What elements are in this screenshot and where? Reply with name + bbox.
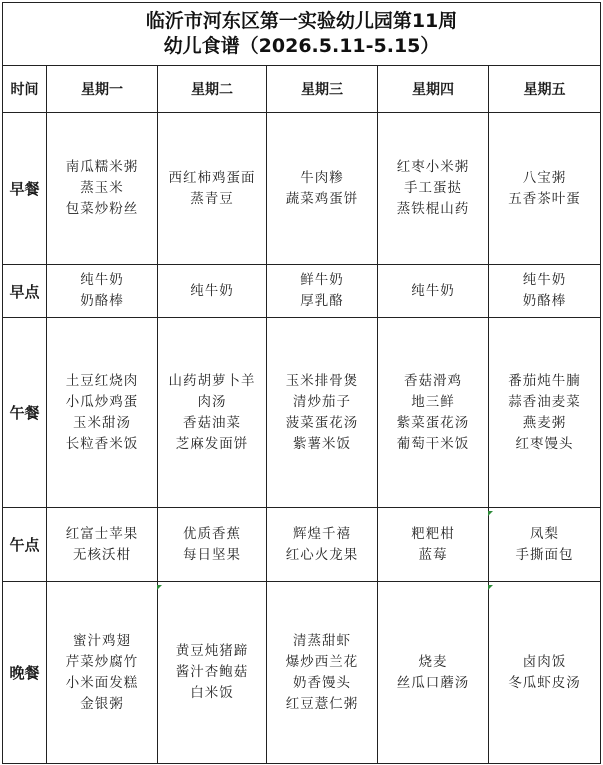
meal-row-morning-snack [3,265,601,318]
dish: 红心火龙果 [285,546,359,563]
header-row [3,66,601,113]
menu-table [2,2,601,764]
dish: 山药胡萝卜羊 [168,372,256,389]
menu-cell [378,318,489,508]
dish: 酱汁杏鲍菇 [175,664,249,680]
menu-cell [489,113,601,265]
meal-row-lunch [3,318,601,508]
dish: 燕麦粥 [522,414,567,431]
day-header-tue: 星期二 [158,66,267,113]
meal-label-morning-snack: 早点 [3,265,47,318]
dish: 手工蛋挞 [404,180,462,196]
day-header-fri: 星期五 [489,66,601,113]
dish: 蜜汁鸡翅 [73,632,131,649]
menu-cell [267,113,378,265]
dish: 蒜香油麦菜 [508,393,581,410]
menu-cell [47,265,158,318]
menu-cell [47,508,158,582]
menu-cell [267,318,378,508]
meal-label-afternoon-snack: 午点 [3,508,47,582]
dish: 每日坚果 [183,546,241,563]
dish: 牛肉糁 [300,169,344,186]
dish: 蔬菜鸡蛋饼 [285,190,359,207]
dish: 厚乳酪 [300,293,344,309]
meal-label-dinner: 晚餐 [3,582,47,764]
cell-corner-mark [488,585,493,590]
dish: 白米饭 [190,685,234,701]
menu-cell [158,318,267,508]
dish: 葡萄干米饭 [396,435,470,452]
title-line-2: 幼儿食谱（2026.5.11-5.15） [163,35,440,57]
menu-cell [378,265,489,318]
dish: 烧麦 [418,653,448,670]
dish: 小米面发糕 [65,674,139,691]
menu-cell [47,582,158,764]
dish: 芹菜炒腐竹 [65,653,139,670]
dish: 冬瓜虾皮汤 [508,674,581,691]
dish: 八宝粥 [522,169,567,186]
menu-cell [378,582,489,764]
dish: 丝瓜口蘑汤 [396,674,470,691]
dish: 卤肉饭 [522,653,567,670]
dish: 肉汤 [197,393,227,410]
dish: 地三鲜 [411,393,455,410]
cell-corner-mark [488,511,493,516]
menu-cell [378,113,489,265]
dish: 紫菜蛋花汤 [396,414,470,431]
meal-label-breakfast: 早餐 [3,113,47,265]
time-header: 时间 [3,66,47,113]
page-title [3,3,601,66]
meal-row-breakfast [3,113,601,265]
dish: 长粒香米饭 [65,435,139,452]
menu-cell [158,113,267,265]
dish: 无核沃柑 [73,546,131,563]
menu-cell [267,265,378,318]
title-line-1: 临沂市河东区第一实验幼儿园第11周 [145,10,458,32]
meal-label-lunch: 午餐 [3,318,47,508]
menu-cell [267,582,378,764]
dish: 鲜牛奶 [300,272,344,288]
dish: 南瓜糯米粥 [65,159,139,175]
dish: 紫薯米饭 [293,435,351,452]
menu-cell [489,508,601,582]
dish: 粑粑柑 [411,525,455,542]
dish: 红富士苹果 [65,525,139,542]
dish: 红枣小米粥 [396,159,470,175]
dish: 红枣馒头 [515,435,574,452]
day-header-wed: 星期三 [267,66,378,113]
dish: 小瓜炒鸡蛋 [65,393,139,410]
cell-corner-mark [157,585,162,590]
dish: 五香茶叶蛋 [508,190,581,207]
dish: 辉煌千禧 [293,525,351,542]
dish: 红豆薏仁粥 [285,695,359,712]
dish: 凤梨 [530,525,560,542]
menu-cell [47,113,158,265]
dish: 手撕面包 [515,546,574,563]
dish: 清炒茄子 [293,393,351,410]
dish: 玉米排骨煲 [285,372,359,389]
menu-cell [489,582,601,764]
menu-cell [158,508,267,582]
menu-cell [47,318,158,508]
menu-cell [378,508,489,582]
dish: 奶酪棒 [80,293,124,309]
dish: 爆炒西兰花 [285,653,359,670]
dish: 西红柿鸡蛋面 [168,169,256,186]
dish: 金银粥 [80,695,124,712]
dish: 优质香蕉 [183,525,241,542]
dish: 蒸玉米 [80,180,124,196]
menu-cell [267,508,378,582]
dish: 香菇滑鸡 [404,372,462,389]
dish: 土豆红烧肉 [65,372,139,389]
dish: 包菜炒粉丝 [65,201,139,217]
dish: 纯牛奶 [522,272,567,288]
menu-cell [489,265,601,318]
dish: 菠菜蛋花汤 [285,414,359,431]
dish: 纯牛奶 [190,282,234,299]
dish: 蓝莓 [418,546,448,563]
dish: 蒸铁棍山药 [396,201,470,217]
menu-cell [158,265,267,318]
day-header-thu: 星期四 [378,66,489,113]
dish: 纯牛奶 [411,282,455,299]
dish: 蒸青豆 [190,190,234,207]
dish: 奶酪棒 [522,293,567,309]
dish: 芝麻发面饼 [175,435,249,452]
meal-row-dinner [3,582,601,764]
menu-cell [489,318,601,508]
dish: 香菇油菜 [183,414,241,431]
meal-row-afternoon-snack [3,508,601,582]
dish: 番茄炖牛腩 [508,372,581,389]
dish: 清蒸甜虾 [293,632,351,649]
dish: 纯牛奶 [80,272,124,288]
dish: 玉米甜汤 [73,414,131,431]
dish: 黄豆炖猪蹄 [175,643,249,659]
menu-cell [158,582,267,764]
day-header-mon: 星期一 [47,66,158,113]
dish: 奶香馒头 [293,674,351,691]
